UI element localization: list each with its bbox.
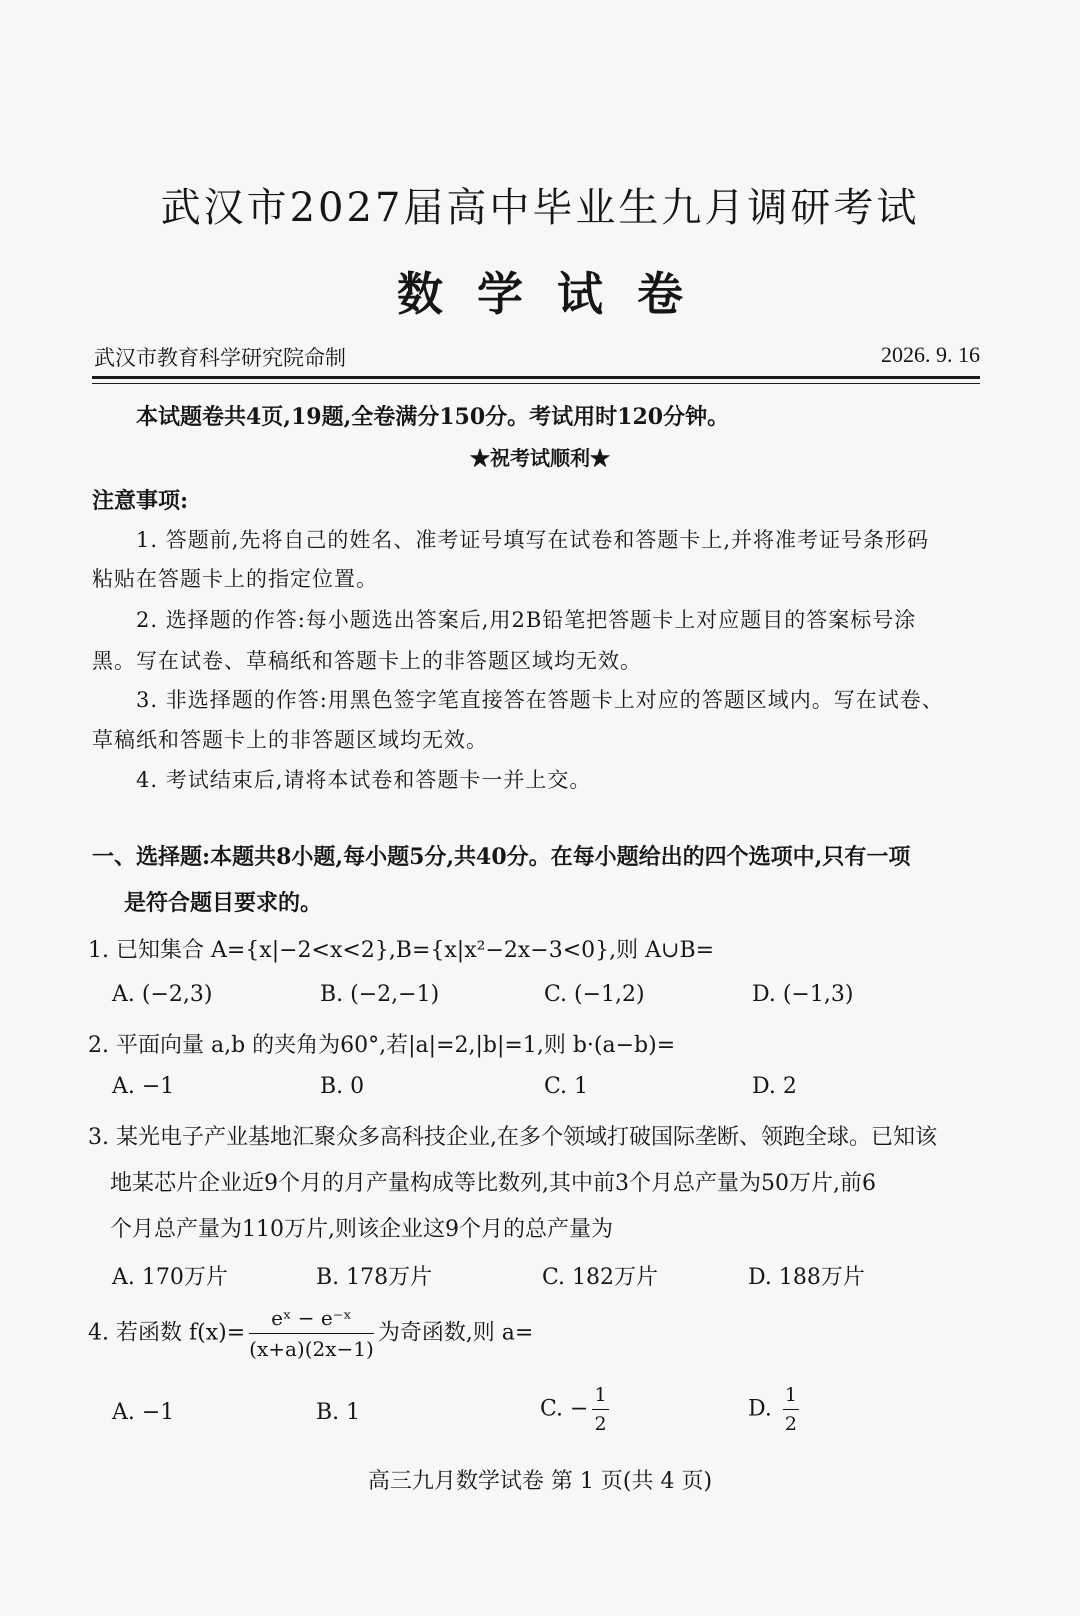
section-heading-line2: 是符合题目要求的。 [124,890,323,916]
question-3-stem-line3: 个月总产量为110万片,则该企业这9个月的总产量为 [110,1217,613,1242]
question-4-option-d-den: 2 [784,1413,797,1435]
exam-title: 武汉市2027届高中毕业生九月调研考试 [160,185,920,231]
question-4-stem [88,1306,533,1361]
section-heading-line1: 一、选择题:本题共8小题,每小题5分,共40分。在每小题给出的四个选项中,只有一项 [92,844,911,870]
question-3-stem-line2: 地某芯片企业近9个月的月产量构成等比数列,其中前3个月总产量为50万片,前6 [110,1171,876,1196]
question-2-option-d: D. 2 [752,1074,797,1099]
exam-date: 2026. 9. 16 [881,342,980,367]
question-4-fraction [249,1306,374,1361]
question-4-option-d-prefix: D. [748,1396,779,1422]
question-2-option-c: C. 1 [544,1074,589,1099]
header-rule-thick [92,376,980,379]
question-4-option-c-fraction [592,1384,608,1435]
question-1-option-b: B. (−2,−1) [320,982,440,1007]
question-4-option-c-den: 2 [594,1413,607,1435]
notice-item-3-line1: 3. 非选择题的作答:用黑色签字笔直接答在答题卡上对应的答题区域内。写在试卷、 [136,688,944,712]
notice-item-3-line2: 草稿纸和答题卡上的非答题区域均无效。 [92,728,488,752]
question-1-option-d: D. (−1,3) [752,982,854,1007]
question-3-option-d: D. 188万片 [748,1265,865,1290]
question-4-option-d-num: 1 [783,1384,799,1410]
header-rule-thin [92,383,980,384]
question-3-option-a: A. 170万片 [112,1265,228,1290]
notice-item-2-line2: 黑。写在试卷、草稿纸和答题卡上的非答题区域均无效。 [92,649,642,673]
question-4-option-d-fraction [783,1384,799,1435]
question-4-denominator: (x+a)(2x−1) [249,1337,374,1361]
notice-item-2-line1: 2. 选择题的作答:每小题选出答案后,用2B铅笔把答题卡上对应题目的答案标号涂 [136,608,917,632]
exam-subtitle: 数学试卷 [397,267,717,321]
exam-summary: 本试题卷共4页,19题,全卷满分150分。考试用时120分钟。 [136,404,730,430]
question-3-option-c: C. 182万片 [542,1265,659,1290]
notice-item-4-line1: 4. 考试结束后,请将本试卷和答题卡一并上交。 [136,768,592,792]
question-4-option-d [748,1384,803,1435]
question-1-stem: 1. 已知集合 A={x|−2<x<2},B={x|x²−2x−3<0},则 A∪B= [88,938,715,963]
question-4-option-b: B. 1 [316,1400,361,1425]
question-4-option-c [540,1384,613,1435]
question-4-numerator: eˣ − e⁻ˣ [249,1306,374,1334]
notice-item-1-line1: 1. 答题前,先将自己的姓名、准考证号填写在试卷和答题卡上,并将准考证号条形码 [136,528,930,552]
question-4-stem-prefix: 4. 若函数 f(x)= [88,1320,246,1346]
notice-item-1-line2: 粘贴在答题卡上的指定位置。 [92,567,378,591]
question-4-option-a: A. −1 [112,1400,175,1425]
notice-heading: 注意事项: [92,488,189,514]
question-1-option-a: A. (−2,3) [112,982,213,1007]
question-2-option-a: A. −1 [112,1074,175,1099]
page-footer: 高三九月数学试卷 第 1 页(共 4 页) [367,1469,713,1494]
authority-label: 武汉市教育科学研究院命制 [94,346,346,370]
question-4-option-c-num: 1 [592,1384,608,1410]
good-luck-banner: ★祝考试顺利★ [470,446,610,470]
question-3-option-b: B. 178万片 [316,1265,433,1290]
question-4-option-c-prefix: C. − [540,1396,589,1422]
question-2-stem: 2. 平面向量 a,b 的夹角为60°,若|a|=2,|b|=1,则 b·(a−b)= [88,1033,676,1058]
question-4-stem-suffix: 为奇函数,则 a= [377,1320,534,1346]
question-3-stem-line1: 3. 某光电子产业基地汇聚众多高科技企业,在多个领域打破国际垄断、领跑全球。已知该 [88,1125,937,1150]
question-1-option-c: C. (−1,2) [544,982,645,1007]
question-2-option-b: B. 0 [320,1074,365,1099]
